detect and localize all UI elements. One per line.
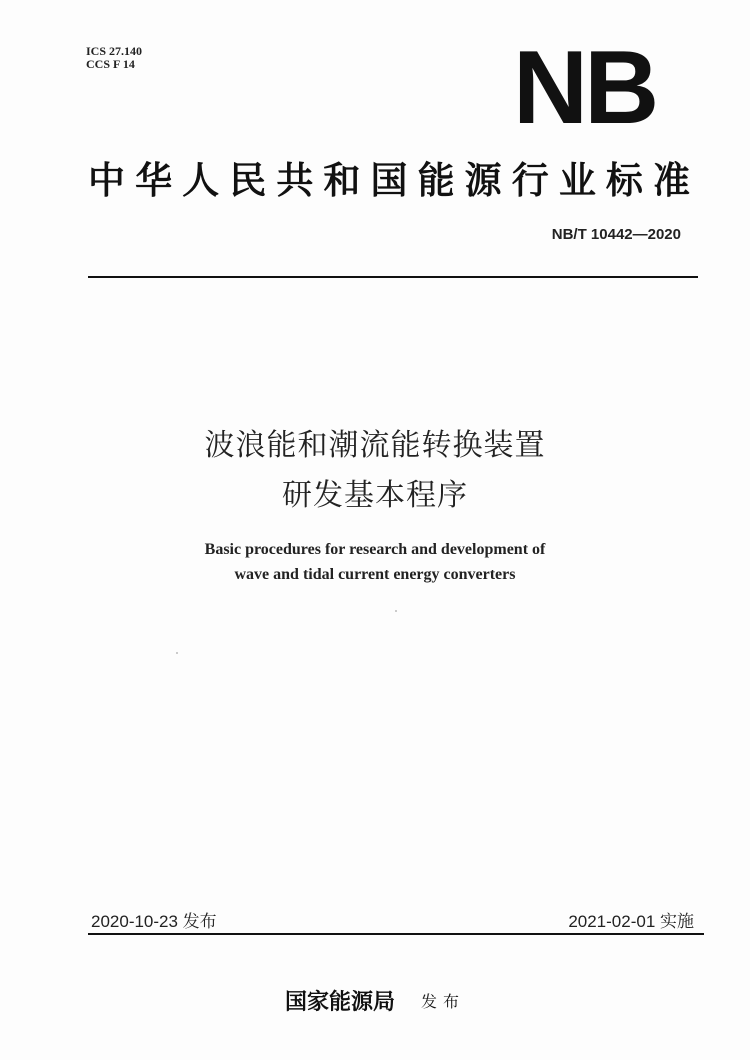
- chinese-title-line-2: 研发基本程序: [282, 478, 468, 513]
- english-title-line-2: wave and tidal current energy converters: [234, 566, 516, 583]
- nb-logo: NB: [513, 30, 656, 146]
- ccs-number: CCS F 14: [86, 57, 135, 71]
- issue-date: 2020-10-23 发布: [91, 912, 217, 931]
- publisher-action: 发布: [421, 992, 466, 1011]
- publisher-name: 国家能源局: [284, 989, 395, 1015]
- bottom-divider: [88, 933, 704, 935]
- implementation-date: 2021-02-01 实施: [568, 912, 694, 931]
- standard-code: NB/T 10442—2020: [551, 226, 681, 243]
- chinese-title-line-1: 波浪能和潮流能转换装置: [204, 428, 546, 463]
- publisher-line: [0, 985, 750, 1016]
- scan-speck: [176, 652, 178, 654]
- ics-number: ICS 27.140: [86, 44, 143, 58]
- standard-category-title: 中华人民共和国能源行业标准: [88, 158, 692, 202]
- english-title-line-1: Basic procedures for research and development of: [204, 541, 546, 558]
- scan-speck: [395, 610, 397, 612]
- top-divider: [88, 276, 698, 278]
